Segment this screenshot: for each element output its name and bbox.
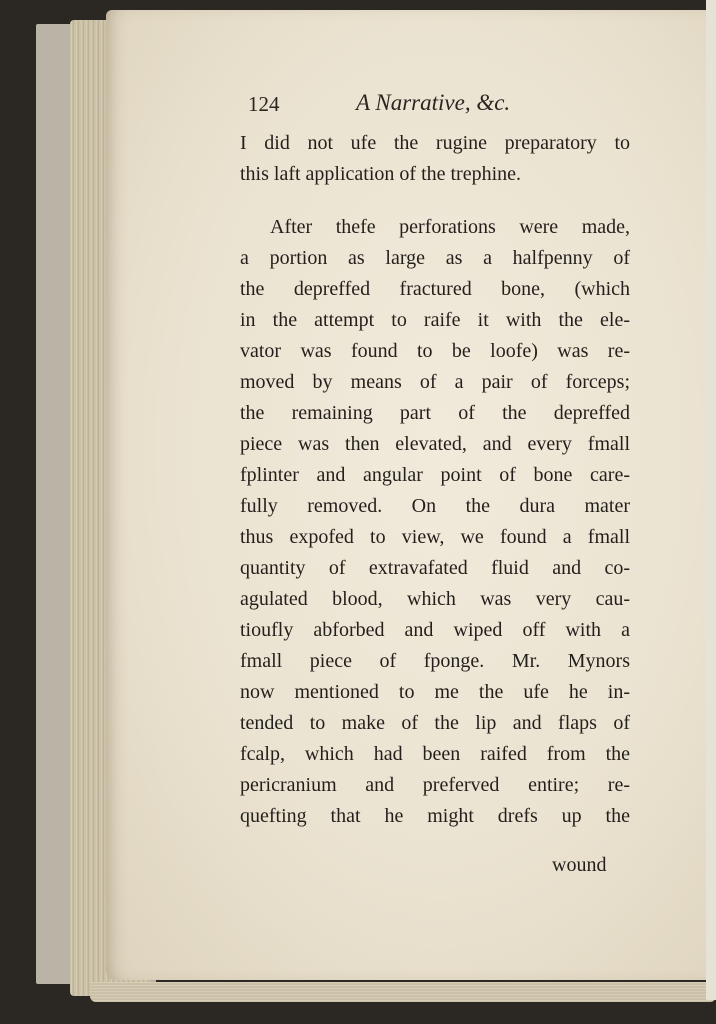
text-line: the depreffed fractured bone, (which: [240, 278, 630, 300]
text-line: agulated blood, which was very cau-: [240, 588, 630, 610]
text-line: quefting that he might drefs up the: [240, 805, 630, 827]
page-edges-bottom: [90, 982, 716, 1002]
text-line: piece was then elevated, and every fmall: [240, 433, 630, 455]
running-title: A Narrative, &c.: [356, 90, 511, 115]
text-line: this laft application of the trephine.: [240, 163, 522, 185]
paragraph-1: [240, 128, 630, 190]
text-line: vator was found to be loofe) was re-: [240, 340, 630, 362]
body-text: [240, 128, 630, 832]
text-line: fully removed. On the dura mater: [240, 495, 630, 517]
text-line: quantity of extravafated fluid and co-: [240, 557, 630, 579]
text-line: tended to make of the lip and flaps of: [240, 712, 630, 734]
text-line: thus expofed to view, we found a fmall: [240, 526, 630, 548]
text-line: the remaining part of the depreffed: [240, 402, 630, 424]
text-line: fcalp, which had been raifed from the: [240, 743, 630, 765]
catchword: wound: [552, 854, 607, 876]
text-line: I did not ufe the rugine preparatory to: [240, 132, 630, 154]
paragraph-gap: [240, 190, 630, 212]
text-line: pericranium and preferved entire; re-: [240, 774, 630, 796]
text-line: a portion as large as a halfpenny of: [240, 247, 630, 269]
text-line: fmall piece of fponge. Mr. Mynors: [240, 650, 630, 672]
text-line: in the attempt to raife it with the ele-: [240, 309, 630, 331]
paragraph-2: [240, 212, 630, 832]
text-line: fplinter and angular point of bone care-: [240, 464, 630, 486]
page-header: [248, 86, 548, 122]
page-number: 124: [248, 92, 280, 116]
text-line: now mentioned to me the ufe he in-: [240, 681, 630, 703]
text-line: moved by means of a pair of forceps;: [240, 371, 630, 393]
facing-page-strip: [706, 0, 716, 1000]
text-line: tioufly abforbed and wiped off with a: [240, 619, 630, 641]
text-line: After thefe perforations were made,: [270, 216, 630, 238]
